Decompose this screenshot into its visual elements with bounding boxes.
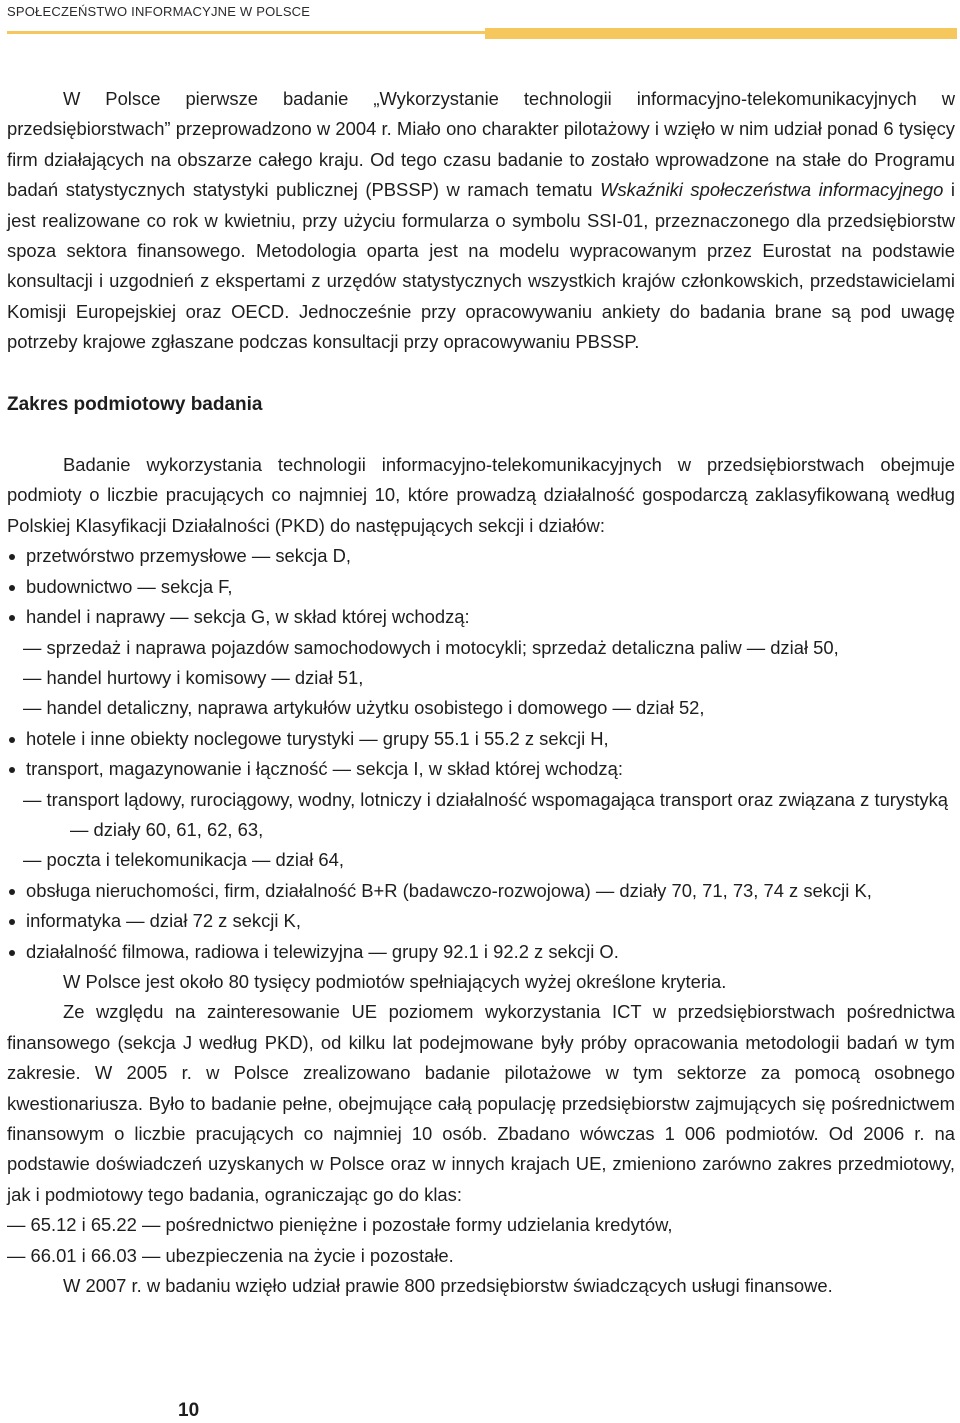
sub-list-item: — handel hurtowy i komisowy — dział 51, <box>23 666 364 688</box>
list-item: działalność filmowa, radiowa i telewizyjna — grupy 92.1 i 92.2 z sekcji O. <box>7 937 955 967</box>
header-rule <box>7 28 957 39</box>
section-heading: Zakres podmiotowy badania <box>7 393 263 415</box>
class-list-item: — 65.12 i 65.22 — pośrednictwo pieniężne i pozostałe formy udzielania kredytów, <box>7 1214 673 1236</box>
sub-list-item: — poczta i telekomunikacja — dział 64, <box>23 849 344 871</box>
closing-paragraph: W 2007 r. w badaniu wzięło udział prawie 800 przedsiębiorstw świadczących usługi finansowe. <box>63 1275 833 1297</box>
list-item: transport, magazynowanie i łączność — sekcja I, w skład której wchodzą: <box>7 754 955 784</box>
intro-text: W Polsce pierwsze badanie „Wykorzystanie technologii informacyjno-telekomunikacyjnych w przedsiębiorstwach” przeprowadzono w 2004 r. Miało ono charakter pilotażowy i wzięło w nim udział ponad 6 tysięcy firm działających na obszarze całego kraju. Od tego czasu badanie to zostało wprowadzone na stałe do Programu badań statystycznych statystyki publicznej (PBSSP) w ramach tematu <box>7 88 955 201</box>
list-item: informatyka — dział 72 z sekcji K, <box>7 906 955 936</box>
page-number: 10 <box>178 1400 200 1421</box>
header-rule-thick <box>485 28 957 39</box>
intro-topic-italic: Wskaźniki społeczeństwa informacyjnego <box>600 179 944 201</box>
closing-paragraph: W Polsce jest około 80 tysięcy podmiotów spełniających wyżej określone kryteria. <box>63 970 727 992</box>
section-paragraph: Badanie wykorzystania technologii informacyjno-telekomunikacyjnych w przedsiębiorstwach obejmuje podmioty o liczbie pracujących co najmniej 10, które prowadzą działalność gospodarczą zaklasyfikowaną według Polskiej Klasyfikacji Działalności (PKD) do następujących sekcji i działów: <box>7 454 955 536</box>
list-item: hotele i inne obiekty noclegowe turystyki — grupy 55.1 i 55.2 z sekcji H, <box>7 724 955 754</box>
header-rule-thin <box>7 31 485 34</box>
list-item: przetwórstwo przemysłowe — sekcja D, <box>7 541 955 571</box>
list-item: budownictwo — sekcja F, <box>7 572 955 602</box>
sub-list-item: — sprzedaż i naprawa pojazdów samochodowych i motocykli; sprzedaż detaliczna paliw — dział 50, <box>23 636 839 658</box>
list-item: obsługa nieruchomości, firm, działalność B+R (badawczo-rozwojowa) — działy 70, 71, 73, 74 z sekcji K, <box>7 876 955 906</box>
class-list-item: — 66.01 i 66.03 — ubezpieczenia na życie i pozostałe. <box>7 1244 454 1266</box>
intro-text-tail: i jest realizowane co rok w kwietniu, przy użyciu formularza o symbolu SSI-01, przeznaczonego dla przedsiębiorstw spoza sektora finansowego. Metodologia oparta jest na modelu wypracowanym przez Eurostat na podstawie konsultacji i uzgodnień z ekspertami z urzędów statystycznych wszystkich krajów członkowskich, przedstawicielami Komisji Europejskiej oraz OECD. Jednocześnie przy opracowywaniu ankiety do badania brane są pod uwagę potrzeby krajowe zgłaszane podczas konsultacji przy opracowywaniu PBSSP. <box>7 179 955 353</box>
running-header: SPOŁECZEŃSTWO INFORMACYJNE W POLSCE <box>7 4 311 19</box>
closing-paragraph: Ze względu na zainteresowanie UE poziomem wykorzystania ICT w przedsiębiorstwach pośrednictwa finansowego (sekcja J według PKD), od kilku lat podejmowane były próby opracowania metodologii badań w tym zakresie. W 2005 r. w Polsce zrealizowano badanie pilotażowe w tym sektorze za pomocą osobnego kwestionariusza. Było to badanie pełne, obejmujące całą populację przedsiębiorstw zajmujących się pośrednictwem finansowym o liczbie pracujących co najmniej 10 osób. Zbadano wówczas 1 006 podmiotów. Od 2006 r. na podstawie doświadczeń uzyskanych w Polsce oraz w innych krajach UE, zmieniono zarówno zakres przedmiotowy, jak i podmiotowy tego badania, ograniczając go do klas: <box>7 1001 955 1205</box>
list-item: handel i naprawy — sekcja G, w skład której wchodzą: <box>7 602 955 632</box>
sub-list-item: — transport lądowy, rurociągowy, wodny, lotniczy i działalność wspomagająca transport oraz związana z turystyką <box>23 788 949 810</box>
sub-list-item-continuation: — działy 60, 61, 62, 63, <box>70 818 264 840</box>
intro-paragraph <box>7 84 955 358</box>
document-body <box>7 84 955 1301</box>
sub-list-item: — handel detaliczny, naprawa artykułów użytku osobistego i domowego — dział 52, <box>23 697 705 719</box>
